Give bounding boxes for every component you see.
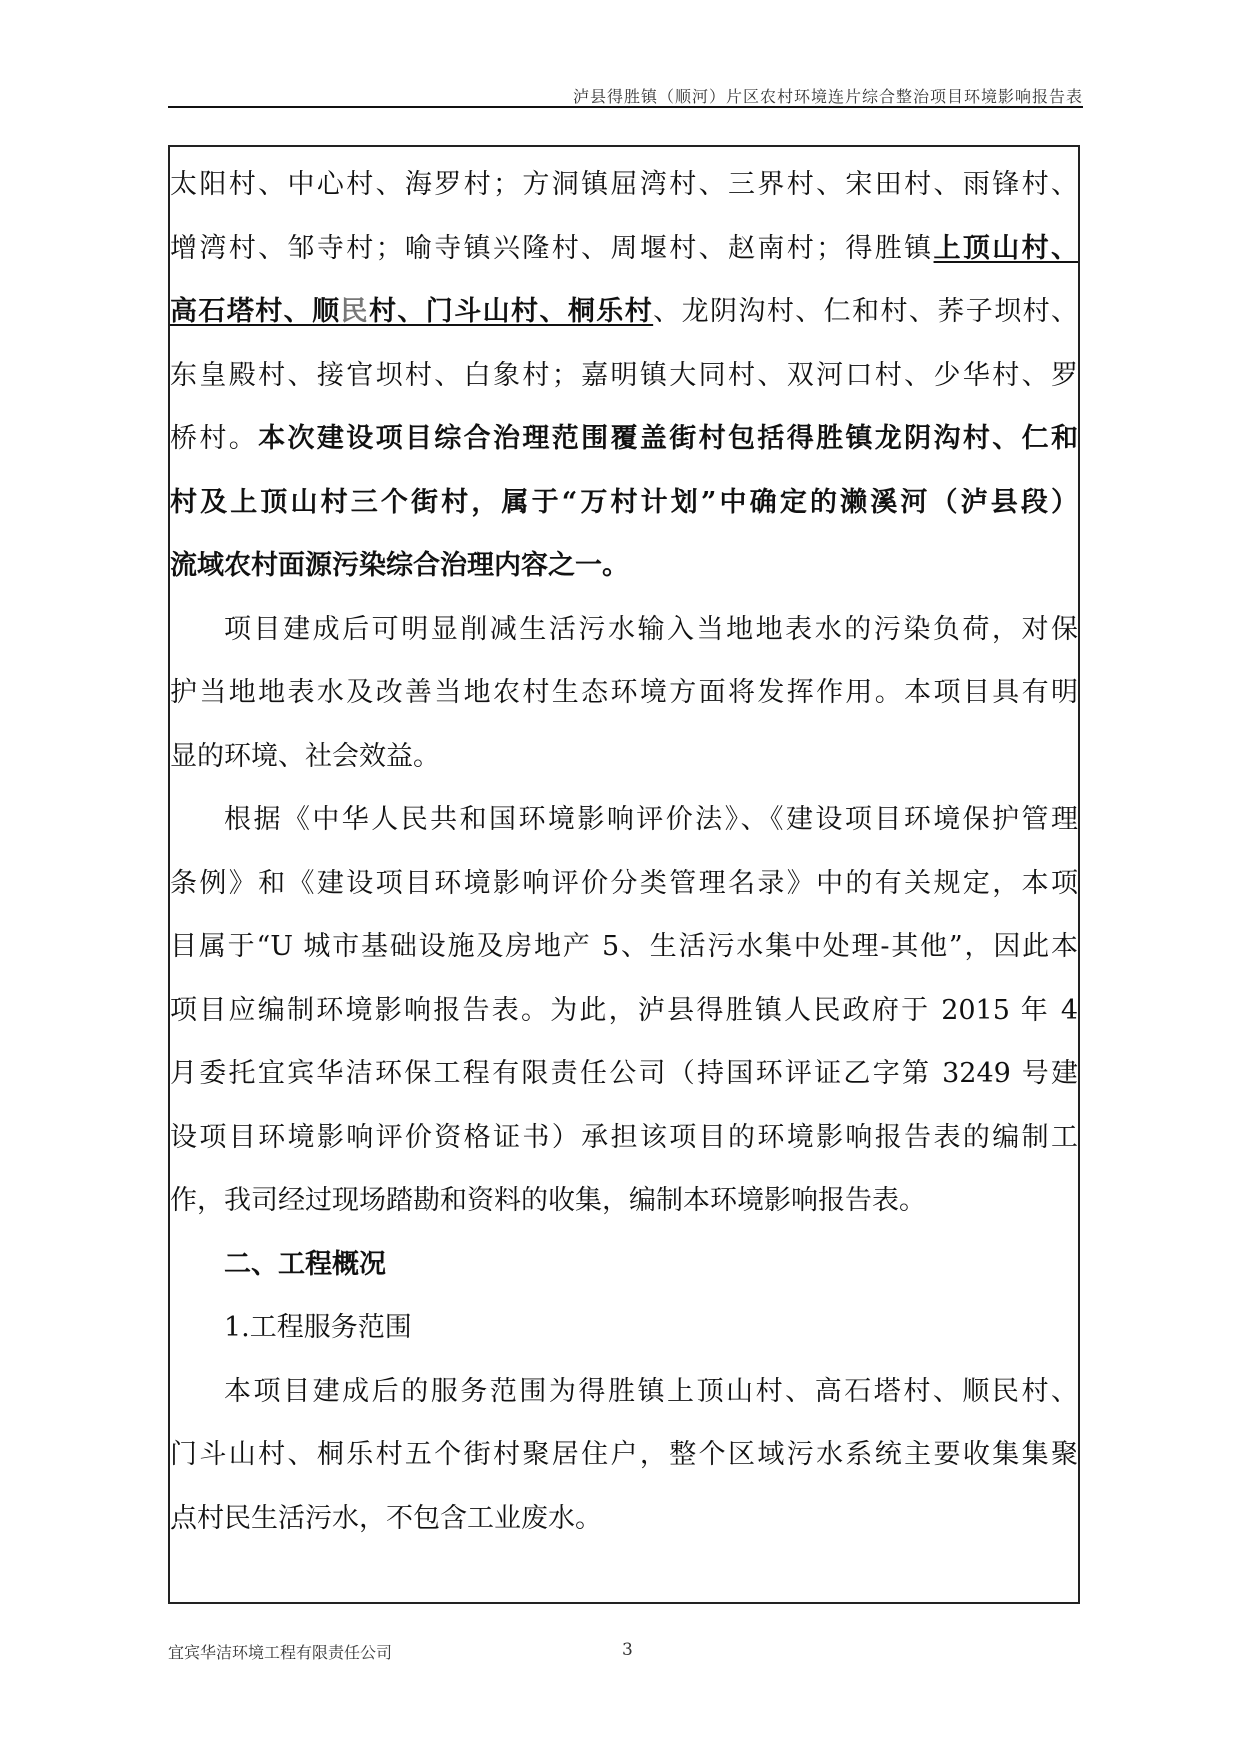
text-line: 增湾村、邹寺村；喻寺镇兴隆村、周堰村、赵南村；得胜镇上顶山村、 xyxy=(170,232,1078,264)
text-line: 项目建成后可明显削减生活污水输入当地地表水的污染负荷，对保 xyxy=(224,613,1078,645)
text-line: 门斗山村、桐乐村五个街村聚居住户，整个区域污水系统主要收集集聚 xyxy=(170,1439,1078,1470)
text-line: 桥村。本次建设项目综合治理范围覆盖街村包括得胜镇龙阴沟村、仁和 xyxy=(170,423,1078,454)
running-header: 泸县得胜镇（顺河）片区农村环境连片综合整治项目环境影响报告表 xyxy=(572,87,1083,106)
text-line: 根据《中华人民共和国环境影响评价法》、《建设项目环境保护管理 xyxy=(224,804,1078,835)
text-line: 设项目环境影响评价资格证书）承担该项目的环境影响报告表的编制工 xyxy=(170,1121,1078,1153)
section-heading: 二、工程概况 xyxy=(224,1248,386,1280)
highlighted-villages: 上顶山村、 xyxy=(933,232,1078,264)
text-line: 点村民生活污水，不包含工业废水。 xyxy=(170,1502,602,1534)
text-line: 月委托宜宾华洁环保工程有限责任公司（持国环评证乙字第 3249 号建 xyxy=(170,1058,1078,1089)
text-line: 显的环境、社会效益。 xyxy=(170,740,440,772)
text-line: 目属于“U 城市基础设施及房地产 5、生活污水集中处理-其他”，因此本 xyxy=(170,931,1078,962)
bold-statement: 本次建设项目综合治理范围覆盖街村包括得胜镇龙阴沟村、仁和 xyxy=(258,423,1078,454)
text-line: 东皇殿村、接官坝村、白象村；嘉明镇大同村、双河口村、少华村、罗 xyxy=(170,359,1078,391)
text-line: 本项目建成后的服务范围为得胜镇上顶山村、高石塔村、顺民村、 xyxy=(224,1375,1078,1407)
bold-statement: 流域农村面源污染综合治理内容之一。 xyxy=(170,550,629,581)
text-line: 条例》和《建设项目环境影响评价分类管理名录》中的有关规定，本项 xyxy=(170,867,1078,899)
header-rule xyxy=(168,106,1083,108)
page-number: 3 xyxy=(622,1640,633,1660)
text-line: 项目应编制环境影响报告表。为此，泸县得胜镇人民政府于 2015 年 4 xyxy=(170,994,1078,1026)
text-line: 作，我司经过现场踏勘和资料的收集，编制本环境影响报告表。 xyxy=(170,1185,926,1216)
document-body xyxy=(170,153,1078,1550)
footer-company: 宜宾华洁环境工程有限责任公司 xyxy=(168,1643,393,1662)
text-line: 护当地地表水及改善当地农村生态环境方面将发挥作用。本项目具有明 xyxy=(170,677,1078,708)
subsection-heading: 1.工程服务范围 xyxy=(224,1312,412,1343)
bold-statement: 村及上顶山村三个街村，属于“万村计划”中确定的濑溪河（泸县段） xyxy=(170,486,1078,518)
text-line: 太阳村、中心村、海罗村；方洞镇屈湾村、三界村、宋田村、雨锋村、 xyxy=(170,169,1078,200)
highlighted-villages: 高石塔村、顺民村、门斗山村、桐乐村 xyxy=(170,296,654,327)
text-line: 高石塔村、顺民村、门斗山村、桐乐村、龙阴沟村、仁和村、荞子坝村、 xyxy=(170,296,1078,327)
